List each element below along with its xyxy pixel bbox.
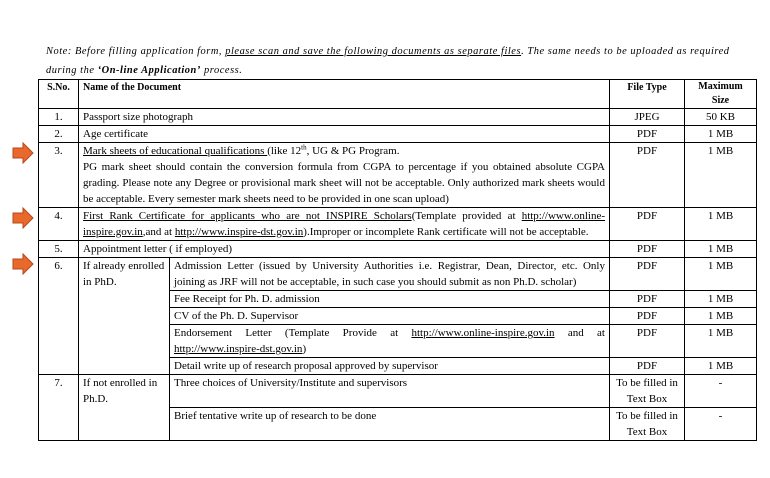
row-name-part: ).Improper or incomplete Rank certificate will not be acceptable. (303, 226, 589, 238)
row-max-size: - (685, 375, 757, 408)
row-file-type: PDF (610, 143, 685, 208)
note-middle: . The same needs to be uploaded as required during the (46, 46, 730, 76)
table-header-row (39, 80, 757, 109)
header-sno: S.No. (39, 80, 79, 109)
row-file-type: PDF (610, 291, 685, 308)
row-document-name (170, 325, 610, 358)
header-max-size-line1: Maximum (698, 81, 743, 92)
row-name-part: Endorsement Letter (Template Provide at (174, 327, 412, 339)
row-document-name: Appointment letter ( if employed) (79, 241, 610, 258)
row-max-size: 1 MB (685, 241, 757, 258)
header-file-type: File Type (610, 80, 685, 109)
row-name-underlined: First Rank Certificate for applicants who are not INSPIRE Scholars (83, 210, 412, 222)
row-name-part: (like 12 (267, 145, 302, 157)
inspire-dst-link[interactable]: http://www.inspire-dst.gov.in (174, 226, 304, 238)
row-file-type: PDF (610, 308, 685, 325)
row-file-type: PDF (610, 208, 685, 241)
header-max-size (685, 80, 757, 109)
table-row (39, 143, 757, 208)
row-document-name: Three choices of University/Institute and supervisors (170, 375, 610, 408)
row-document-name (79, 208, 610, 241)
table-row (39, 241, 757, 258)
row-sno: 1. (39, 109, 79, 126)
inspire-dst-link[interactable]: http://www.inspire-dst.gov.in (174, 343, 303, 355)
row-name-underlined: Mark sheets of educational qualifications (83, 145, 268, 157)
row-file-type: JPEG (610, 109, 685, 126)
row-file-type: To be filled in Text Box (610, 408, 685, 441)
note-prefix: Note: Before filling application form, (46, 46, 226, 57)
row-document-name: Detail write up of research proposal approved by supervisor (170, 358, 610, 375)
row-file-type: PDF (610, 325, 685, 358)
row-max-size: - (685, 408, 757, 441)
header-max-size-line2: Size (711, 95, 730, 106)
row-file-type: To be filled in Text Box (610, 375, 685, 408)
online-inspire-link[interactable]: http://www.online-inspire.gov.in (83, 210, 605, 238)
arrow-right-icon (12, 142, 34, 164)
row-sno: 4. (39, 208, 79, 241)
row-document-name: Admission Letter (issued by University Authorities i.e. Registrar, Dean, Director, etc. Only joining as JRF will not be acceptable, in such case you should submit as non Ph.D. scholar) (170, 258, 610, 291)
table-row (39, 208, 757, 241)
row-file-type: PDF (610, 258, 685, 291)
row-file-type: PDF (610, 358, 685, 375)
row-sno: 6. (39, 258, 79, 375)
row-max-size: 1 MB (685, 126, 757, 143)
note-bold: ‘On-line Application’ (97, 65, 201, 76)
row-max-size: 50 KB (685, 109, 757, 126)
header-document-name: Name of the Document (79, 80, 610, 109)
note-underlined: please scan and save the following documents as separate files (225, 46, 522, 57)
row-document-name (79, 143, 610, 208)
online-inspire-link[interactable]: http://www.online-inspire.gov.in (411, 327, 555, 339)
row-document-name: Age certificate (79, 126, 610, 143)
row-group-label: If already enrolled in PhD. (79, 258, 170, 375)
row-max-size: 1 MB (685, 325, 757, 358)
row-document-name: Passport size photograph (79, 109, 610, 126)
row-max-size: 1 MB (685, 143, 757, 208)
documents-table (38, 79, 757, 441)
row-file-type: PDF (610, 126, 685, 143)
row-name-part: and at (554, 327, 605, 339)
row-max-size: 1 MB (685, 258, 757, 291)
note-suffix: process. (200, 65, 243, 76)
row-name-part: (Template provided at (411, 210, 522, 222)
row-name-part: ,and at (142, 226, 175, 238)
row-max-size: 1 MB (685, 358, 757, 375)
table-row (39, 258, 757, 291)
row-sno: 5. (39, 241, 79, 258)
row-document-name: Brief tentative write up of research to be done (170, 408, 610, 441)
row-sno: 7. (39, 375, 79, 441)
instruction-note (46, 42, 758, 80)
row-sno: 2. (39, 126, 79, 143)
row-file-type: PDF (610, 241, 685, 258)
table-row (39, 109, 757, 126)
table-row (39, 126, 757, 143)
row-document-name: CV of the Ph. D. Supervisor (170, 308, 610, 325)
row-name-superscript: th (301, 143, 307, 152)
arrow-right-icon (12, 207, 34, 229)
row-name-part: ) (302, 343, 307, 355)
row-max-size: 1 MB (685, 208, 757, 241)
row-sno: 3. (39, 143, 79, 208)
row-max-size: 1 MB (685, 308, 757, 325)
row-document-name: Fee Receipt for Ph. D. admission (170, 291, 610, 308)
row-max-size: 1 MB (685, 291, 757, 308)
row-name-detail: PG mark sheet should contain the conversion formula from CGPA to percentage if you obtained absolute CGPA grading. Please note any Degree or provisional mark sheet will not be acceptable. Only authorized mark sheets would be acceptable. Every semester mark sheets need to be provided in one scan upload) (83, 161, 605, 205)
arrow-right-icon (12, 253, 34, 275)
row-group-label: If not enrolled in Ph.D. (79, 375, 170, 441)
table-row (39, 375, 757, 408)
row-name-part: , UG & PG Program. (306, 145, 400, 157)
